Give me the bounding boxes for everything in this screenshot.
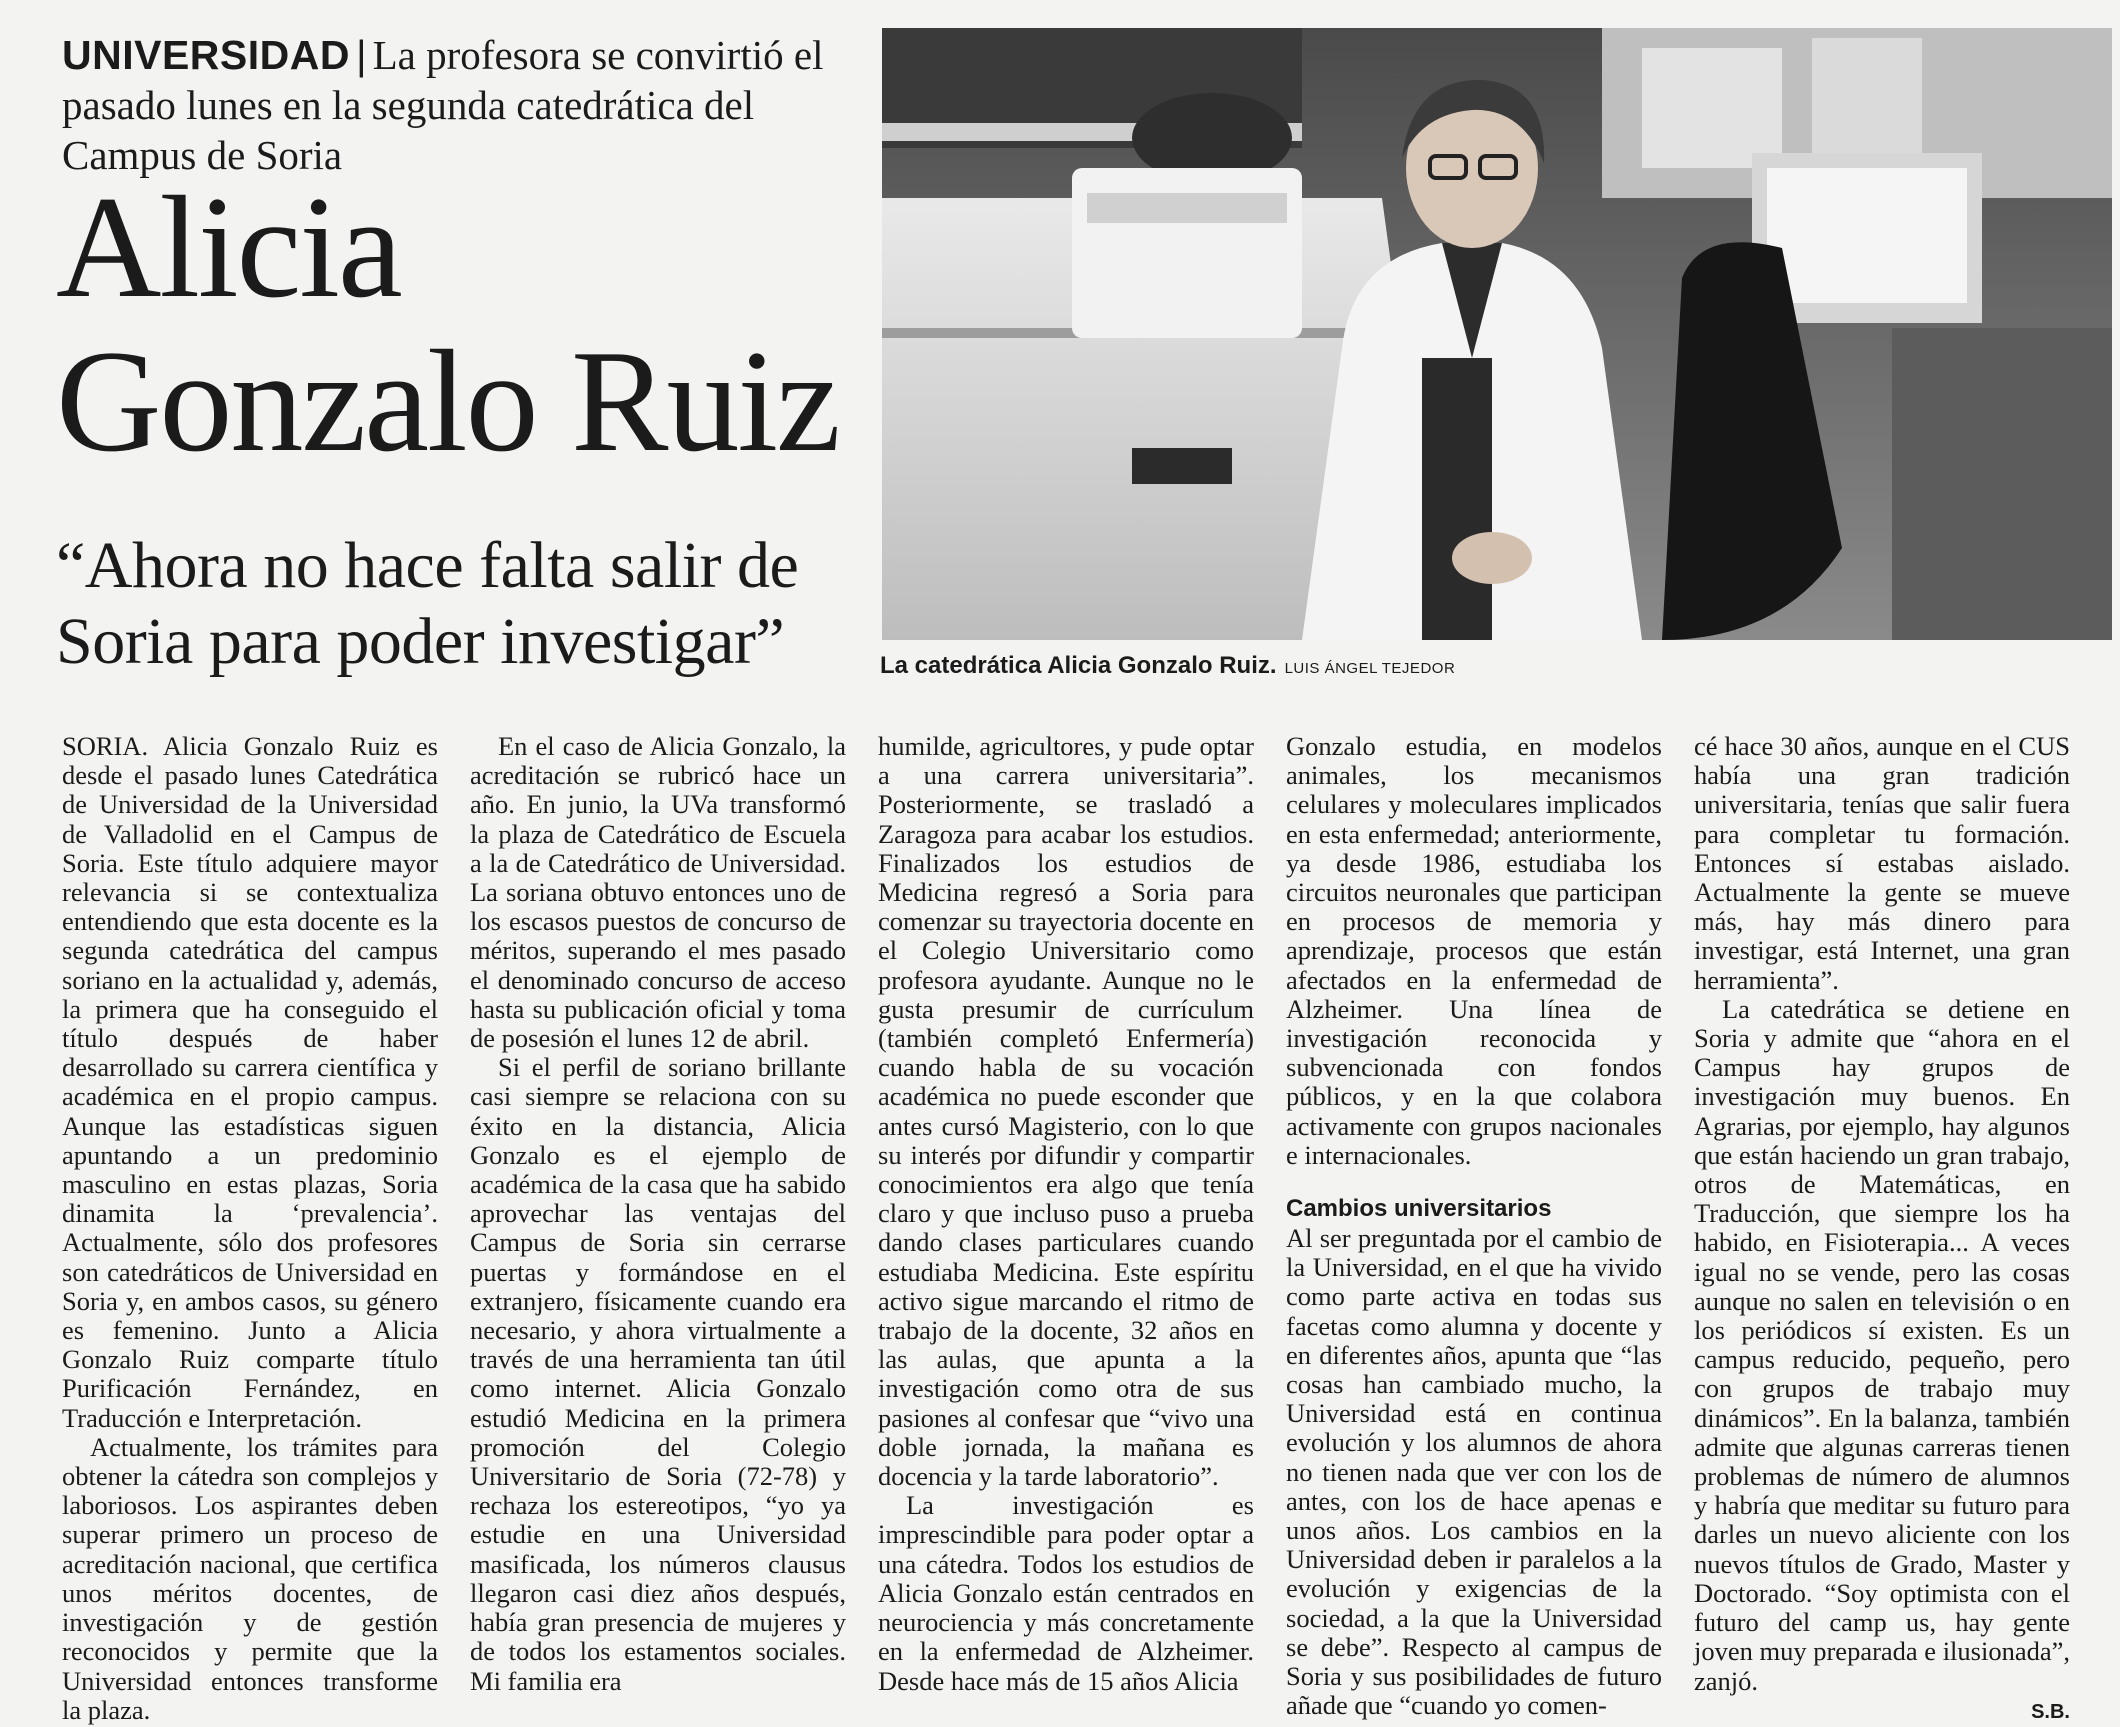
paragraph: En el caso de Alicia Gonzalo, la acreditación se rubricó hace un año. En junio, la UVa transformó la plaza de Catedrático de Escuela a la de Catedrático de Universidad. La soriana obtuvo entonces uno de los escasos puestos de concurso de méritos, superando el mes pasado el denominado concurso de acceso hasta su publicación oficial y toma de posesión el lunes 12 de abril. [470,731,846,1054]
section-separator: | [355,32,367,78]
paragraph: Si el perfil de soriano brillante casi siempre se relaciona con su éxito en la distancia, Alicia Gonzalo es el ejemplo de académica de la casa que ha sabido aprovechar las ventajas del Campus de Soria sin cerrarse puertas y formándose en el extranjero, físicamente cuando era necesario, y ahora virtualmente a través de una herramienta tan útil como internet. Alicia Gonzalo estudió Medicina en la primera promoción del Colegio Universitario de Soria (72-78) y rechaza los estereotipos, “yo ya estudie en una Universidad masificada, los números clausus llegaron casi diez años después, había gran presencia de mujeres y de todos los estamentos sociales. Mi familia era [470,1052,846,1696]
article-photo [882,28,2112,640]
headline-line-1: Alicia [56,166,401,328]
kicker [62,30,862,180]
column-2 [470,732,846,1696]
headline [56,166,856,482]
paragraph: La investigación es imprescindible para poder optar a una cátedra. Todos los estudios de Alicia Gonzalo están centrados en neurociencia y más concretamente en la enfermedad de Alzheimer. Desde hace más de 15 años Alicia [878,1490,1254,1696]
paragraph: Actualmente, los trámites para obtener la cátedra son complejos y laboriosos. Los aspirantes deben superar primero un proceso de acreditación nacional, que certifica unos méritos docentes, de investigación y de gestión reconocidos y permite que la Universidad entonces transforme la plaza. [62,1431,438,1725]
column-3 [878,732,1254,1696]
photo-credit: LUIS ÁNGEL TEJEDOR [1284,660,1456,677]
caption-text: La catedrática Alicia Gonzalo Ruiz. [880,652,1277,679]
photo-caption [880,652,1455,680]
column-5 [1694,732,2070,1727]
paragraph: La catedrática se detiene en Soria y admite que “ahora en el Campus hay grupos de investigación muy buenos. En Agrarias, por ejemplo, hay algunos que están haciendo un gran trabajo, otros de Matemáticas, en Traducción, que siempre los ha habido, en Fisioterapia... A veces igual no se vende, pero las cosas aunque no salen en televisión o en los periódicos sí existen. Es un campus reducido, pequeño, pero con grupos de trabajo muy dinámicos”. En la balanza, también admite que algunas carreras tienen problemas de número de alumnos y habría que meditar su futuro para darles un nuevo aliciente con los nuevos títulos de Grado, Master y Doctorado. “Soy optimista con el futuro del camp us, hay gente joven muy preparada e ilusionada”, zanjó. [1694,993,2071,1696]
photo-illustration [882,28,2112,640]
section-label: UNIVERSIDAD [62,32,350,78]
column-4 [1286,732,1662,1721]
paragraph: Gonzalo estudia, en modelos animales, los mecanismos celulares y moleculares implicados en esta enfermedad; anteriormente, ya desde 1986, estudiaba los circuitos neuronales que participan en procesos de memoria y aprendizaje, procesos que están afectados en la enfermedad de Alzheimer. Una línea de investigación reconocida y subvencionada con fondos públicos, y en la que colabora activamente con grupos nacionales e internacionales. [1286,731,1662,1170]
pull-quote: “Ahora no hace falta salir de Soria para poder investigar” [56,529,799,678]
headline-line-2: Gonzalo Ruiz [56,320,839,482]
subheading: Cambios universitarios [1286,1195,1552,1223]
paragraph: humilde, agricultores, y pude optar a una carrera universitaria”. Posteriormente, se trasladó a Zaragoza para acabar los estudios. Finalizados los estudios de Medicina regresó a Soria para comenzar su trayectoria docente en el Colegio Universitario como profesora ayudante. Aunque no le gusta presumir de currículum (también completó Enfermería) cuando habla de su vocación académica no puede esconder que antes cursó Magisterio, con lo que su interés por difundir y compartir conocimientos era algo que tenía claro y que incluso puso a prueba dando clases particulares cuando estudiaba Medicina. Este espíritu activo sigue marcando el ritmo de trabajo de la docente, 32 años en las aulas, que apunta a la investigación como otra de sus pasiones al confesar que “vivo una doble jornada, la mañana es docencia y la tarde laboratorio”. [878,731,1254,1492]
paragraph: cé hace 30 años, aunque en el CUS había una gran tradición universitaria, tenías que salir fuera para completar tu formación. Entonces sí estabas aislado. Actualmente la gente se mueve más, hay más dinero para investigar, está Internet, una gran herramienta”. [1694,731,2070,995]
paragraph: SORIA. Alicia Gonzalo Ruiz es desde el pasado lunes Catedrática de Universidad de la Universidad de Valladolid en el Campus de Soria. Este título adquiere mayor relevancia si se contextualiza entendiendo que esta docente es la segunda catedrática del campus soriano en la actualidad y, además, la primera que ha conseguido el título después de haber desarrollado su carrera científica y académica en el propio campus. Aunque las estadísticas siguen apuntando a un predominio masculino en estas plazas, Soria dinamita la ‘prevalencia’. Actualmente, sólo dos profesores son catedráticos de Universidad en Soria y, en ambos casos, su género es femenino. Junto a Alicia Gonzalo Ruiz comparte título Purificación Fernández, en Traducción e Interpretación. [62,731,438,1433]
column-1 [62,732,438,1725]
article-body [62,731,2102,1725]
kicker-text: La profesora se convirtió el pasado lunes en la segunda catedrática del Campus de Soria [62,32,824,178]
paragraph: Al ser preguntada por el cambio de la Universidad, en el que ha vivido como parte activa en todas sus facetas como alumna y docente y en diferentes años, apunta que “las cosas han cambiado mucho, la Universidad está en continua evolución y los alumnos de ahora no tienen nada que ver con los de antes, con los de hace apenas e unos años. Los cambios en la Universidad deben ir paralelos a la evolución y exigencias de la sociedad, a la que la Universidad se debe”. Respecto al campus de Soria y sus posibilidades de futuro añade que “cuando yo comen- [1286,1223,1662,1721]
author-signature: S.B. [2031,1700,2070,1723]
